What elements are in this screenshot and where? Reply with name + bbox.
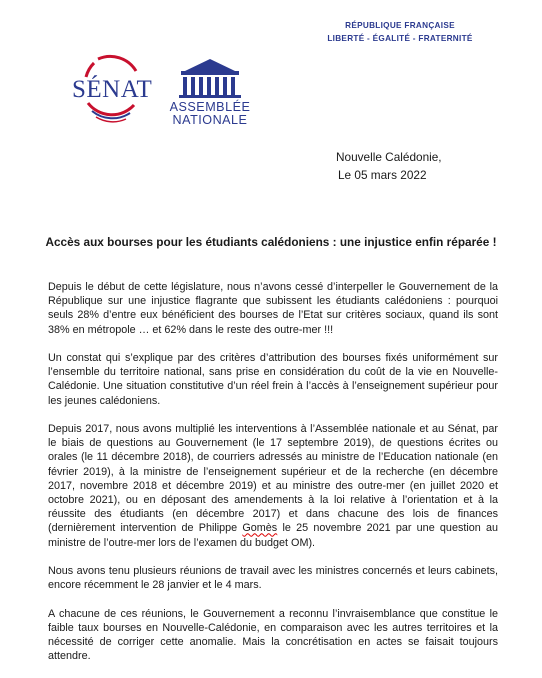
place-line: Nouvelle Calédonie, bbox=[336, 150, 442, 164]
devise-line: LIBERTÉ - ÉGALITÉ - FRATERNITÉ bbox=[327, 34, 473, 43]
republique-line: RÉPUBLIQUE FRANÇAISE bbox=[345, 21, 455, 30]
paragraph-3 bbox=[48, 422, 498, 550]
paragraph-3-part-1: Depuis 2017, nous avons multiplié les interventions à l’Assemblée nationale et au Sénat, par le biais de questions au Gouvernement (le 17 septembre 2019), de questions écrites ou orales (le 11 décembre 2018), de courriers adressés au ministre de l’Education nationale (en février 2019), à la ministre de l’enseignement supérieur et de la recherche (en décembre 2017, novembre 2018 et décembre 2019) et au ministre des outre-mer (en juillet 2020 et octobre 2021), ou en déposant des amendements à la loi relative à l’orientation et à la réussite des étudiants (en décembre 2017) et dans chacune des lois de finances (dernièrement intervention de Philippe bbox=[48, 423, 498, 535]
senat-wordmark: SÉNAT bbox=[72, 76, 153, 103]
paragraph-4: Nous avons tenu plusieurs réunions de travail avec les ministres concernés et leurs cabinets, encore récemment le 28 janvier et le 4 mars. bbox=[48, 565, 498, 592]
paragraph-2: Un constat qui s’explique par des critères d’attribution des bourses fixés uniformément sur l’ensemble du territoire national, sans prise en considération du coût de la vie en Nouvelle-Calédonie. Une situation constitutive d’un réel frein à l’accès à l’enseignement supérieur pour les jeunes calédoniens. bbox=[48, 352, 498, 407]
an-line-1: ASSEMBLÉE bbox=[169, 100, 251, 114]
paragraph-3-part-2: le 25 novembre 2021 par une question au ministre de l’outre-mer lors de l’examen du budget OM). bbox=[48, 522, 498, 549]
assemblee-building-icon bbox=[169, 57, 251, 101]
senat-logo bbox=[72, 50, 153, 130]
assemblee-nationale-wordmark bbox=[169, 101, 251, 127]
date-line: Le 05 mars 2022 bbox=[338, 168, 427, 182]
republique-francaise-header bbox=[315, 19, 485, 45]
paragraph-1: Depuis le début de cette législature, nous n’avons cessé d’interpeller le Gouvernement de la République sur une injustice flagrante que subissent les étudiants calédoniens : pourquoi seuls 28% d’entre eux bénéficient des bourses de l’Etat sur critères sociaux, quand ils sont 38% en métropole … et 62% dans le reste des outre-mer !!! bbox=[48, 281, 498, 336]
document-body bbox=[48, 280, 498, 678]
an-line-2: NATIONALE bbox=[172, 113, 248, 127]
place-date-block bbox=[336, 148, 442, 184]
paragraph-5: A chacune de ces réunions, le Gouvernement a reconnu l’invraisemblance que constitue le faible taux bourses en Nouvelle-Calédonie, en comparaison avec les autres territoires et la nécessité de corriger cette anomalie. Mais la concrétisation en actes se faisait toujours attendre. bbox=[48, 607, 498, 663]
document-title: Accès aux bourses pour les étudiants calédoniens : une injustice enfin réparée ! bbox=[45, 235, 497, 249]
assemblee-nationale-logo bbox=[169, 57, 251, 129]
spellcheck-flagged-name: Gomès bbox=[242, 522, 278, 535]
